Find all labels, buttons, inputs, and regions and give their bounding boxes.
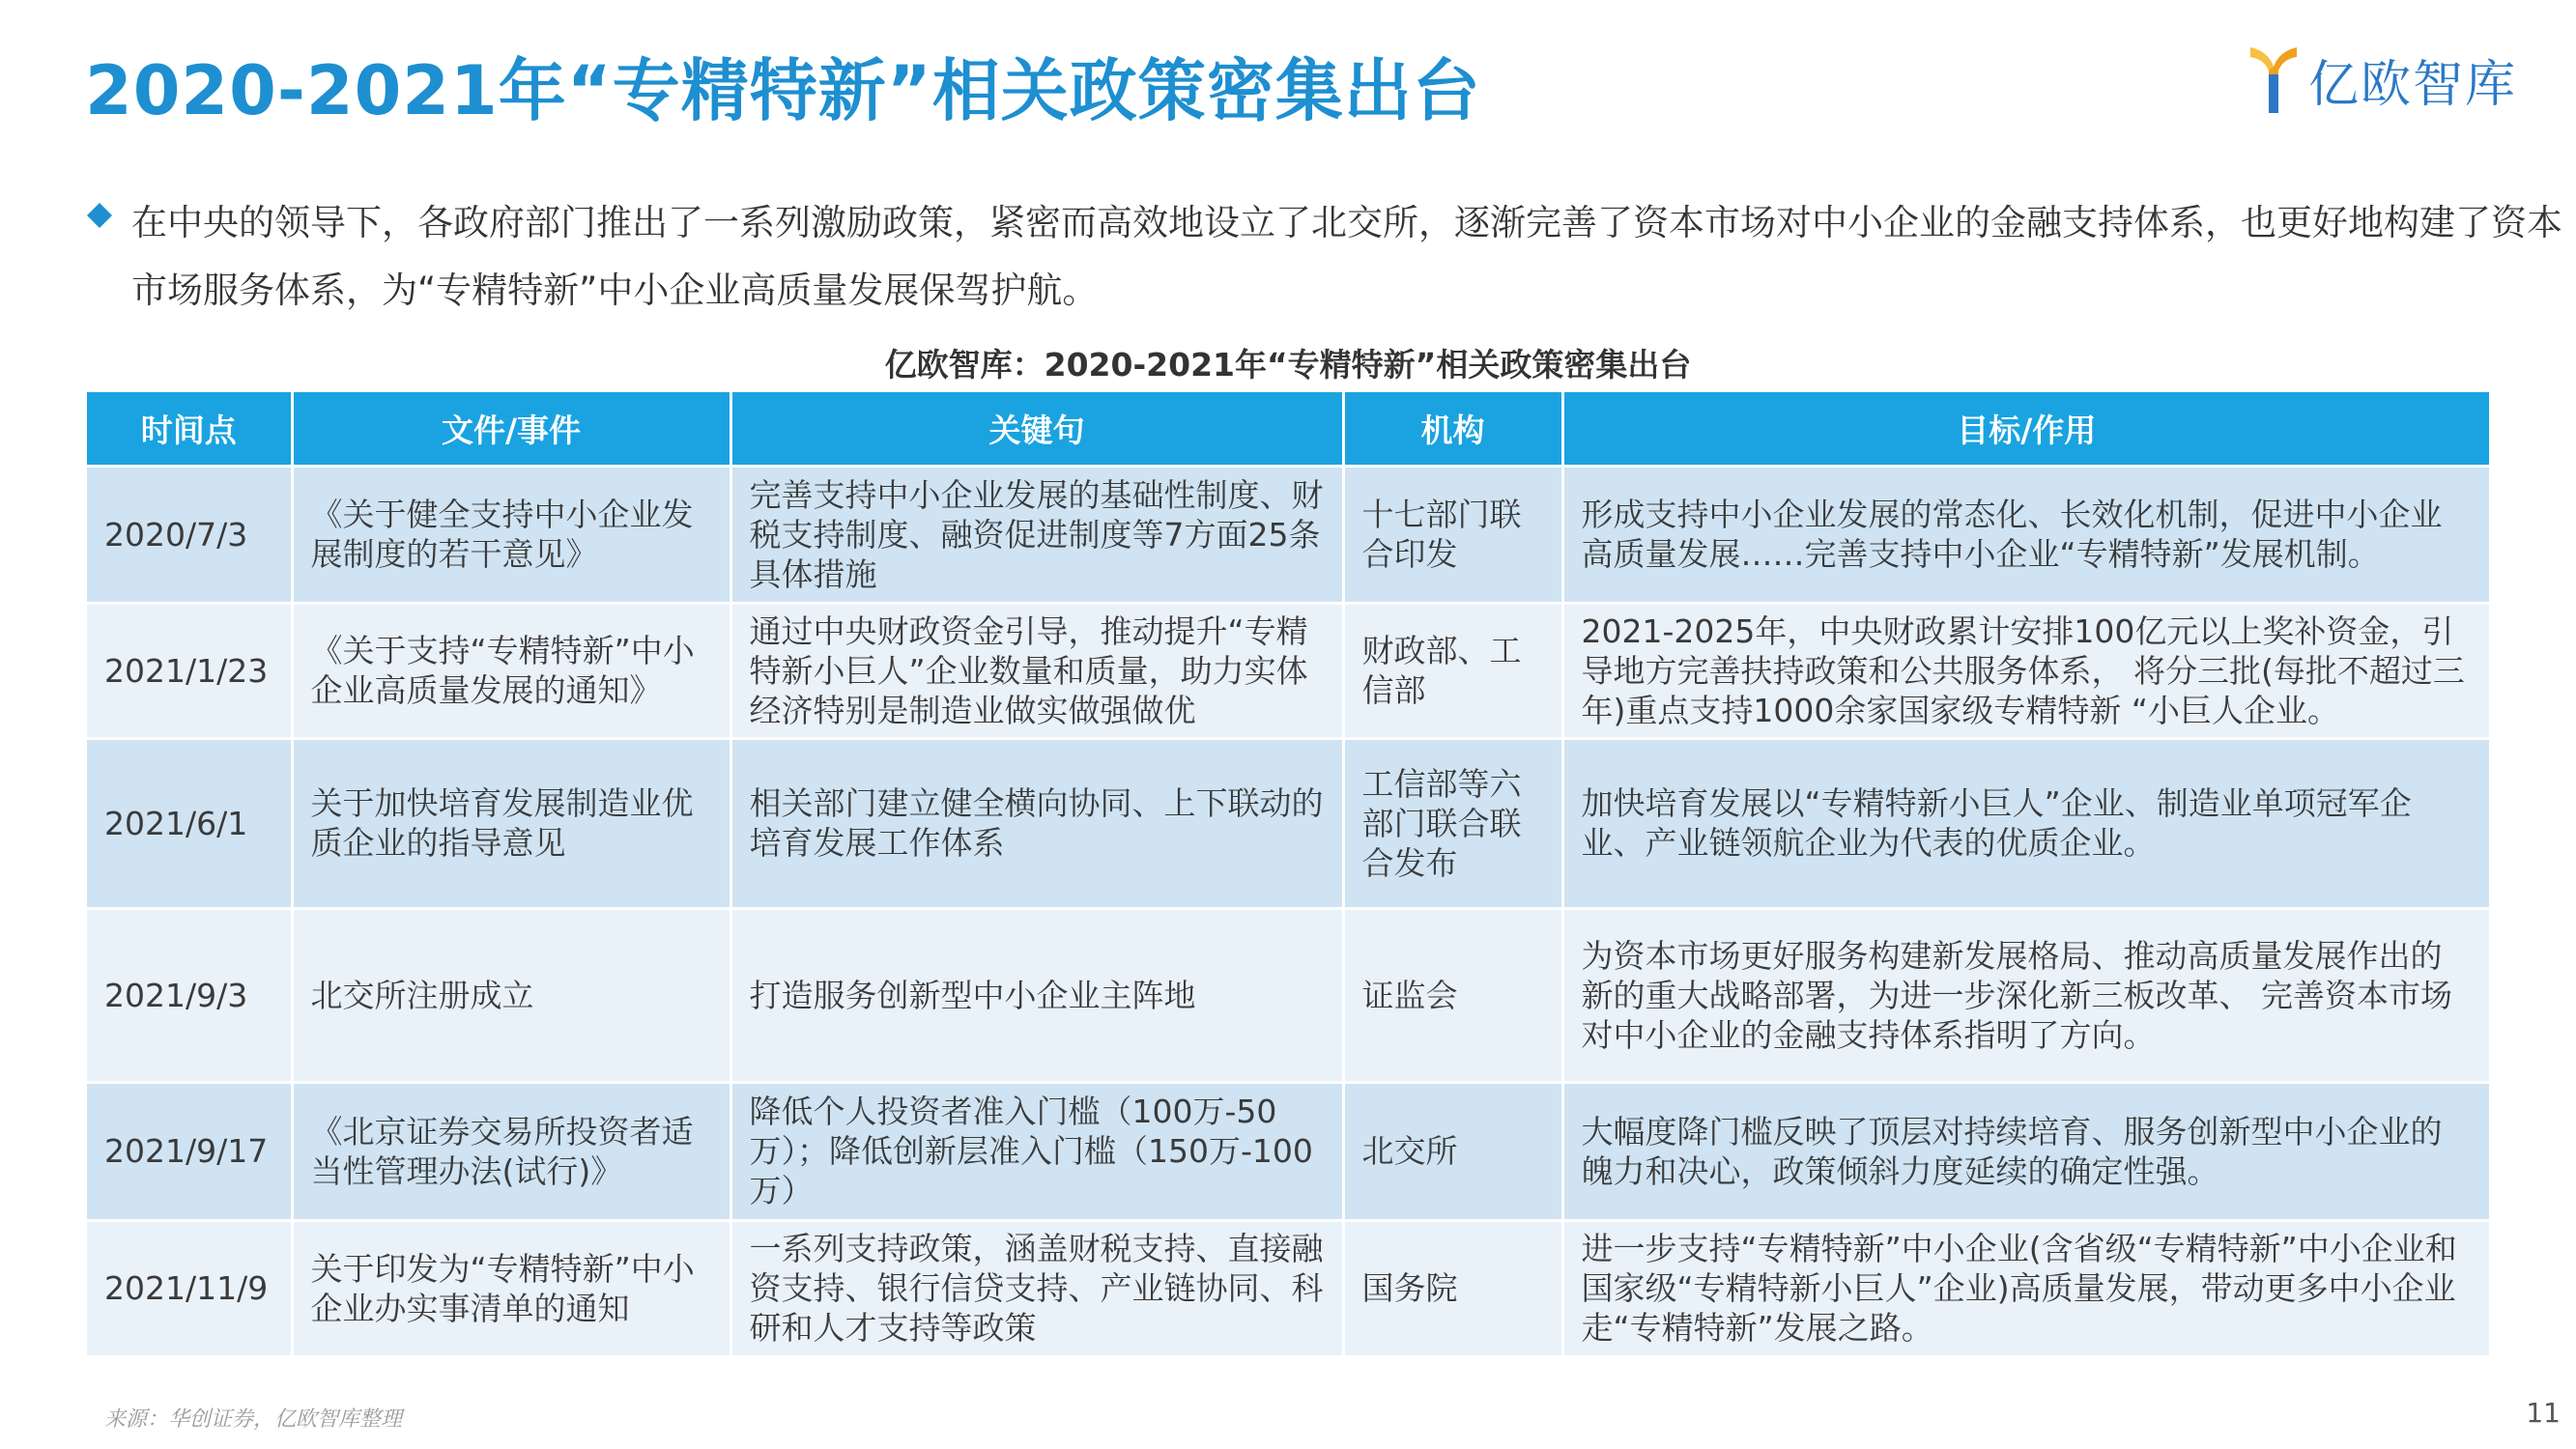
cell-date: 2020/7/3 (87, 466, 292, 603)
policy-table (87, 392, 2489, 1355)
cell-goal: 大幅度降门槛反映了顶层对持续培育、服务创新型中小企业的魄力和决心，政策倾斜力度延续的确定性强。 (1562, 1082, 2489, 1220)
cell-key-sentence: 一系列支持政策，涵盖财税支持、直接融资支持、银行信贷支持、产业链协同、科研和人才支持等政策 (730, 1220, 1343, 1355)
table-row (87, 1082, 2489, 1220)
cell-date: 2021/11/9 (87, 1220, 292, 1355)
cell-date: 2021/9/3 (87, 908, 292, 1082)
table-row (87, 908, 2489, 1082)
header-date: 时间点 (87, 392, 292, 466)
table-row (87, 603, 2489, 738)
header-goal: 目标/作用 (1562, 392, 2489, 466)
cell-document: 关于印发为“专精特新”中小企业办实事清单的通知 (292, 1220, 730, 1355)
cell-document: 关于加快培育发展制造业优质企业的指导意见 (292, 738, 730, 908)
cell-document: 北交所注册成立 (292, 908, 730, 1082)
cell-goal: 为资本市场更好服务构建新发展格局、推动高质量发展作出的新的重大战略部署，为进一步深化新三板改革、 完善资本市场对中小企业的金融支持体系指明了方向。 (1562, 908, 2489, 1082)
table-row (87, 738, 2489, 908)
cell-date: 2021/1/23 (87, 603, 292, 738)
cell-key-sentence: 降低个人投资者准入门槛（100万-50万）；降低创新层准入门槛（150万-100万） (730, 1082, 1343, 1220)
summary-text: 在中央的领导下，各政府部门推出了一系列激励政策，紧密而高效地设立了北交所，逐渐完善了资本市场对中小企业的金融支持体系，也更好地构建了资本市场服务体系，为“专精特新”中小企业高质量发展保驾护航。 (131, 202, 2562, 311)
cell-date: 2021/9/17 (87, 1082, 292, 1220)
table-row (87, 466, 2489, 603)
table-caption: 亿欧智库：2020-2021年“专精特新”相关政策密集出台 (884, 346, 1692, 384)
header-key-sentence: 关键句 (730, 392, 1343, 466)
cell-goal: 进一步支持“专精特新”中小企业(含省级“专精特新”中小企业和国家级“专精特新小巨人”企业)高质量发展，带动更多中小企业走“专精特新”发展之路。 (1562, 1220, 2489, 1355)
cell-organization: 十七部门联合印发 (1343, 466, 1562, 603)
cell-organization: 证监会 (1343, 908, 1562, 1082)
table-row (87, 1220, 2489, 1355)
cell-key-sentence: 相关部门建立健全横向协同、上下联动的培育发展工作体系 (730, 738, 1343, 908)
source-note: 来源：华创证券，亿欧智库整理 (104, 1407, 403, 1432)
header-organization: 机构 (1343, 392, 1562, 466)
cell-goal: 2021-2025年，中央财政累计安排100亿元以上奖补资金，引导地方完善扶持政策和公共服务体系， 将分三批(每批不超过三年)重点支持1000余家国家级专精特新 “小巨人企业。 (1562, 603, 2489, 738)
cell-organization: 国务院 (1343, 1220, 1562, 1355)
header-document: 文件/事件 (292, 392, 730, 466)
cell-key-sentence: 完善支持中小企业发展的基础性制度、财税支持制度、融资促进制度等7方面25条具体措施 (730, 466, 1343, 603)
cell-date: 2021/6/1 (87, 738, 292, 908)
cell-key-sentence: 打造服务创新型中小企业主阵地 (730, 908, 1343, 1082)
cell-key-sentence: 通过中央财政资金引导，推动提升“专精特新小巨人”企业数量和质量，助力实体经济特别是制造业做实做强做优 (730, 603, 1343, 738)
brand-name: 亿欧智库 (2308, 55, 2518, 114)
diamond-icon (87, 203, 112, 228)
cell-organization: 北交所 (1343, 1082, 1562, 1220)
cell-document: 《关于支持“专精特新”中小企业高质量发展的通知》 (292, 603, 730, 738)
cell-document: 《北京证券交易所投资者适当性管理办法(试行)》 (292, 1082, 730, 1220)
yiou-logo-icon (2247, 42, 2301, 117)
page-title: 2020-2021年“专精特新”相关政策密集出台 (85, 51, 1481, 130)
brand-logo (2247, 41, 2517, 118)
cell-document: 《关于健全支持中小企业发展制度的若干意见》 (292, 466, 730, 603)
cell-organization: 财政部、工信部 (1343, 603, 1562, 738)
cell-goal: 形成支持中小企业发展的常态化、长效化机制，促进中小企业高质量发展……完善支持中小企业“专精特新”发展机制。 (1562, 466, 2489, 603)
page-number: 11 (2526, 1397, 2561, 1429)
table-header-row (87, 392, 2489, 466)
cell-organization: 工信部等六部门联合联合发布 (1343, 738, 1562, 908)
cell-goal: 加快培育发展以“专精特新小巨人”企业、制造业单项冠军企业、产业链领航企业为代表的优质企业。 (1562, 738, 2489, 908)
